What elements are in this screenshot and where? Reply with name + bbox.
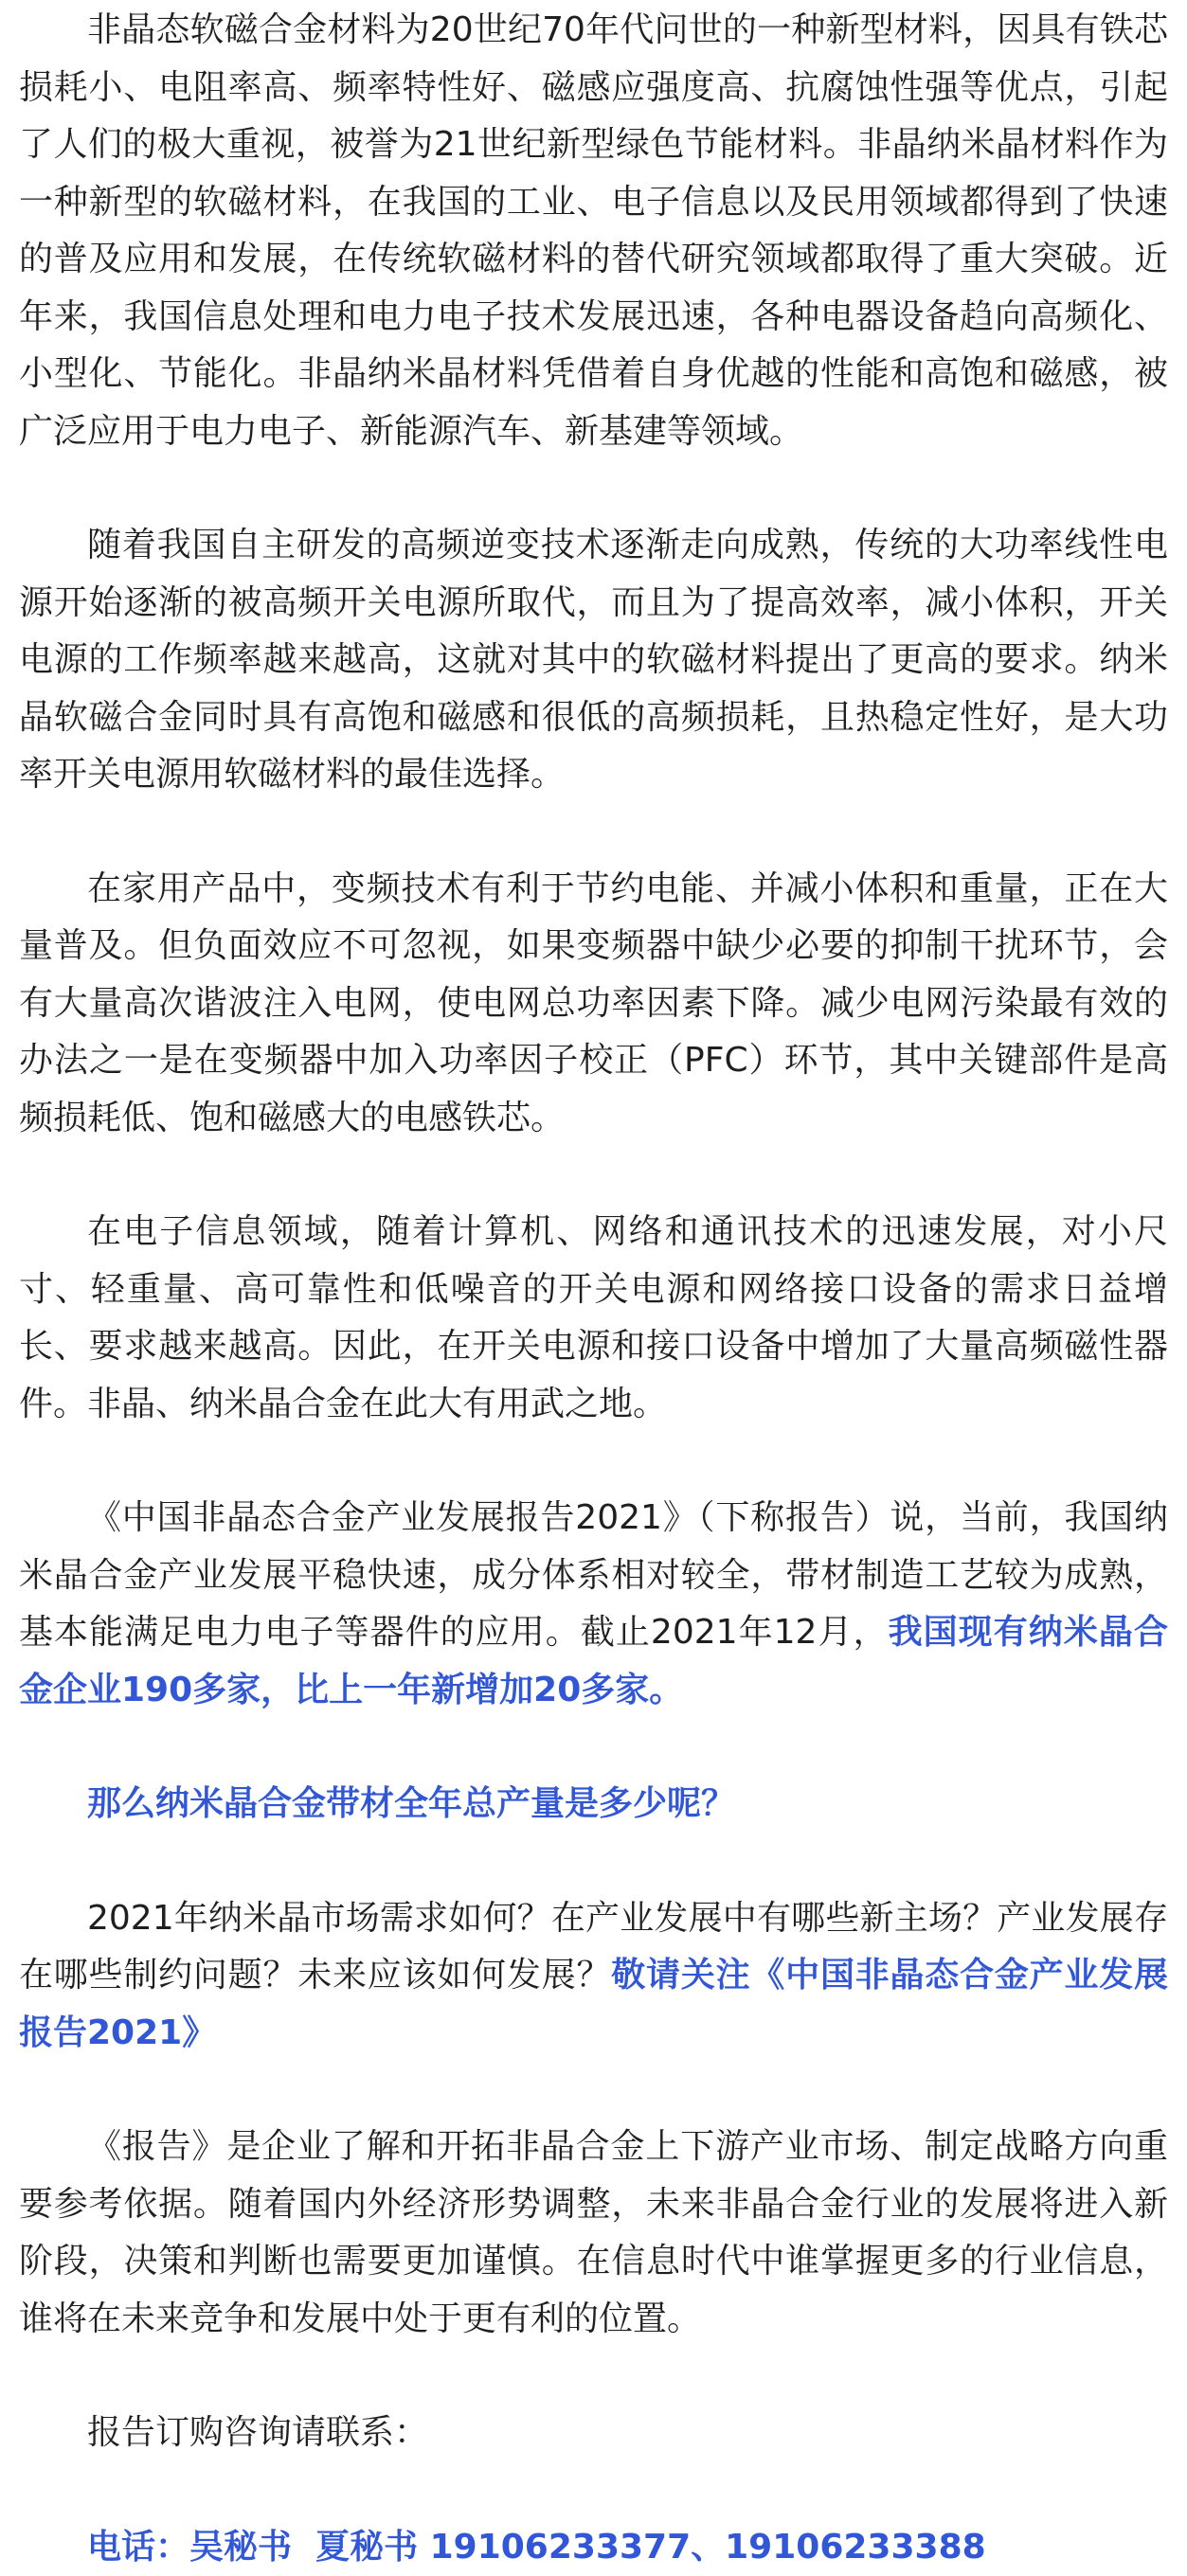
paragraph-gap	[19, 1834, 1168, 1890]
report-follow-highlight: 敬请关注《中国非晶态合金产业发展报告2021》	[19, 1956, 1168, 2052]
report-summary-text: 《中国非晶态合金产业发展报告2021》（下称报告）说，当前，我国纳米晶合金产业发展平稳快速，成分体系相对较全，带材制造工艺较为成熟，基本能满足电力电子等器件的应用。截止2021年12月，	[19, 1498, 1168, 1652]
paragraph-power-supply: 随着我国自主研发的高频逆变技术逐渐走向成熟，传统的大功率线性电源开始逐渐的被高频开关电源所取代，而且为了提高效率，减小体积，开关电源的工作频率越来越高，这就对其中的软磁材料提出了更高的要求。纳米晶软磁合金同时具有高饱和磁感和很低的高频损耗，且热稳定性好，是大功率开关电源用软磁材料的最佳选择。	[19, 517, 1168, 804]
paragraph-market-questions	[19, 1890, 1168, 2063]
paragraph-gap	[19, 2062, 1168, 2119]
paragraph-gap	[19, 1719, 1168, 1776]
order-contact-label: 报告订购咨询请联系：	[19, 2405, 1168, 2462]
paragraph-gap	[19, 2348, 1168, 2405]
output-question-highlight: 那么纳米晶合金带材全年总产量是多少呢？	[19, 1776, 1168, 1834]
paragraph-gap	[19, 1147, 1168, 1204]
paragraph-gap	[19, 804, 1168, 861]
market-questions-text: 2021年纳米晶市场需求如何？在产业发展中有哪些新主场？产业发展存在哪些制约问题？未来应该如何发展？	[19, 1899, 1168, 1995]
paragraph-gap	[19, 2462, 1168, 2519]
paragraph-report-value: 《报告》是企业了解和开拓非晶合金上下游产业市场、制定战略方向重要参考依据。随着国内外经济形势调整，未来非晶合金行业的发展将进入新阶段，决策和判断也需要更加谨慎。在信息时代中谁掌握更多的行业信息，谁将在未来竞争和发展中处于更有利的位置。	[19, 2119, 1168, 2348]
paragraph-gap	[19, 1433, 1168, 1490]
paragraph-electronics: 在电子信息领域，随着计算机、网络和通讯技术的迅速发展，对小尺寸、轻重量、高可靠性和低噪音的开关电源和网络接口设备的需求日益增长、要求越来越高。因此，在开关电源和接口设备中增加了大量高频磁性器件。非晶、纳米晶合金在此大有用武之地。	[19, 1204, 1168, 1433]
enterprise-count-highlight: 我国现有纳米晶合金企业190多家，比上一年新增加20多家。	[19, 1613, 1168, 1709]
paragraph-home-appliances: 在家用产品中，变频技术有利于节约电能、并减小体积和重量，正在大量普及。但负面效应不可忽视，如果变频器中缺少必要的抑制干扰环节，会有大量高次谐波注入电网，使电网总功率因素下降。减少电网污染最有效的办法之一是在变频器中加入功率因子校正（PFC）环节，其中关键部件是高频损耗低、饱和磁感大的电感铁芯。	[19, 861, 1168, 1148]
paragraph-report-summary	[19, 1490, 1168, 1719]
paragraph-intro: 非晶态软磁合金材料为20世纪70年代问世的一种新型材料，因具有铁芯损耗小、电阻率高、频率特性好、磁感应强度高、抗腐蚀性强等优点，引起了人们的极大重视，被誉为21世纪新型绿色节能材料。非晶纳米晶材料作为一种新型的软磁材料，在我国的工业、电子信息以及民用领域都得到了快速的普及应用和发展，在传统软磁材料的替代研究领域都取得了重大突破。近年来，我国信息处理和电力电子技术发展迅速，各种电器设备趋向高频化、小型化、节能化。非晶纳米晶材料凭借着自身优越的性能和高饱和磁感，被广泛应用于电力电子、新能源汽车、新基建等领域。	[19, 2, 1168, 460]
contact-phone-highlight: 电话：吴秘书 夏秘书 19106233377、19106233388	[19, 2519, 1168, 2576]
paragraph-gap	[19, 460, 1168, 517]
